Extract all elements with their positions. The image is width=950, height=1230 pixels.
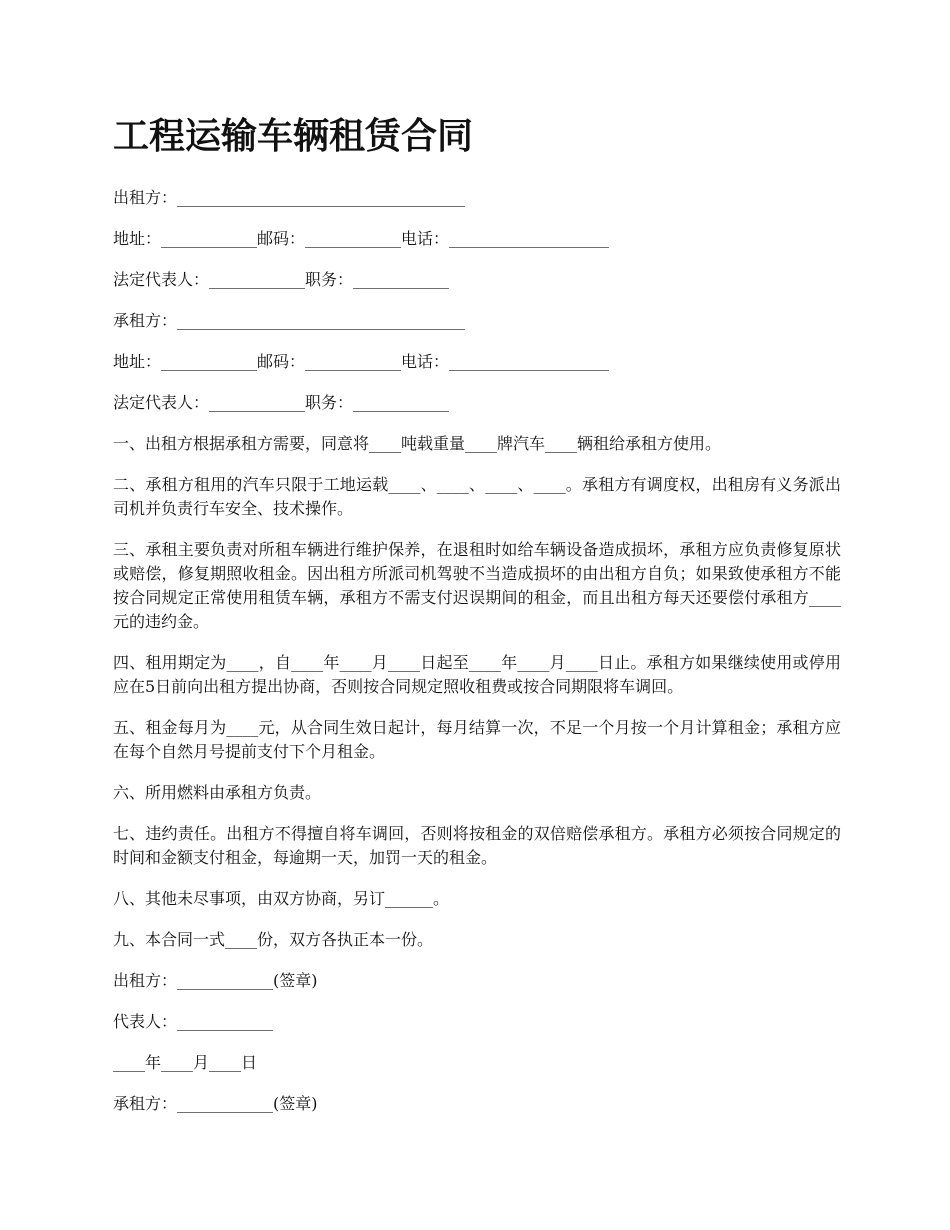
signature-date-line: ____年____月____日: [113, 1053, 258, 1072]
clause-5: 五、租金每月为____元，从合同生效日起计，每月结算一次，不足一个月按一个月计算租金；承租方应在每个自然月号提前支付下个月租金。: [113, 718, 841, 761]
clause-9: 九、本合同一式____份，双方各执正本一份。: [113, 930, 434, 949]
contract-page: [113, 112, 841, 1133]
lessor-signature-line: 出租方：____________(签章): [113, 971, 318, 990]
lessor-line: 出租方：____________________________________: [113, 188, 466, 207]
lessor-address-line: 地址：____________邮码：____________电话：____________________: [113, 229, 610, 248]
clause-2: 二、承租方租用的汽车只限于工地运载____、____、____、____。承租方有调度权，出租房有义务派出司机并负责行车安全、技术操作。: [113, 475, 841, 518]
lessee-representative-line: 法定代表人：____________职务：____________: [113, 393, 450, 412]
document-title: 工程运输车辆租赁合同: [113, 115, 474, 157]
lessee-line: 承租方：____________________________________: [113, 311, 466, 330]
clause-4: 四、租用期定为____，自____年____月____日起至____年____月____日止。承租方如果继续使用或停用应在5日前向出租方提出协商，否则按合同规定照收租费或按合同期限将车调回。: [113, 653, 841, 696]
clause-1: 一、出租方根据承租方需要，同意将____吨载重量____牌汽车____辆租给承租方使用。: [113, 434, 722, 453]
clause-8: 八、其他未尽事项，由双方协商，另订______。: [113, 889, 450, 908]
lessee-signature-line: 承租方：____________(签章): [113, 1094, 318, 1113]
lessee-address-line: 地址：____________邮码：____________电话：____________________: [113, 352, 610, 371]
clause-6: 六、所用燃料由承租方负责。: [113, 783, 322, 802]
lessor-representative-line: 法定代表人：____________职务：____________: [113, 270, 450, 289]
representative-signature-line: 代表人：____________: [113, 1012, 274, 1031]
clause-7: 七、违约责任。出租方不得擅自将车调回，否则将按租金的双倍赔偿承租方。承租方必须按合同规定的时间和金额支付租金，每逾期一天，加罚一天的租金。: [113, 824, 841, 867]
clause-3: 三、承租主要负责对所租车辆进行维护保养，在退租时如给车辆设备造成损坏，承租方应负责修复原状或赔偿，修复期照收租金。因出租方所派司机驾驶不当造成损坏的由出租方自负；如果致使承租方不能按合同规定正常使用租赁车辆，承租方不需支付迟误期间的租金，而且出租方每天还要偿付承租方____元的违约金。: [113, 540, 841, 631]
